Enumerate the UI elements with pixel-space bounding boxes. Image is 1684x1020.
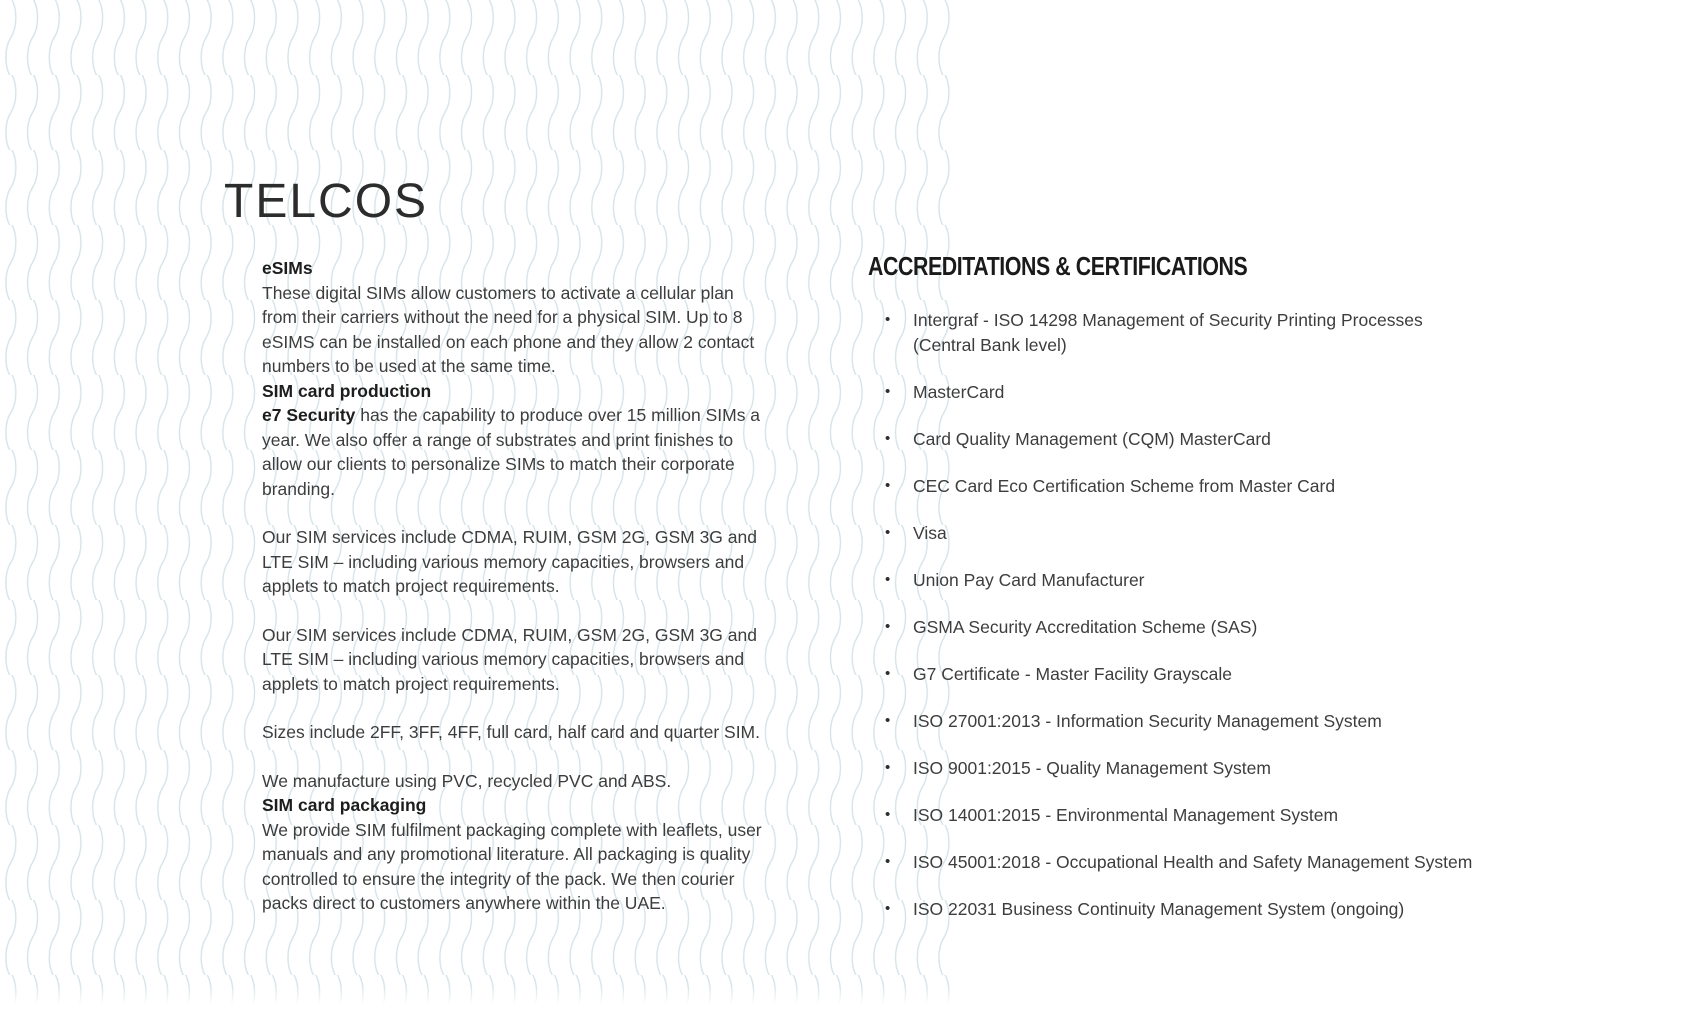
accreditation-item-text: G7 Certificate - Master Facility Grayscale xyxy=(913,663,1232,684)
bullet-icon: • xyxy=(885,758,891,776)
accreditation-item-text: ISO 9001:2015 - Quality Management System xyxy=(913,757,1271,778)
page-title: TELCOS xyxy=(224,175,429,228)
accreditations-list xyxy=(868,308,1488,921)
bullet-icon: • xyxy=(885,899,891,917)
accreditation-item xyxy=(868,615,1488,640)
accreditation-item xyxy=(868,568,1488,593)
accreditation-item xyxy=(868,427,1488,452)
bullet-icon: • xyxy=(885,523,891,541)
paragraph-text: Our SIM services include CDMA, RUIM, GSM 2G, GSM 3G and LTE SIM – including various memory capacities, browsers and applets to match project requirements. xyxy=(262,624,757,694)
accreditation-item xyxy=(868,474,1488,499)
bullet-icon: • xyxy=(885,711,891,729)
bullet-icon: • xyxy=(885,382,891,400)
accreditation-item xyxy=(868,709,1488,734)
paragraph xyxy=(262,281,767,379)
section-heading-sim-card-packaging: SIM card packaging xyxy=(262,795,427,815)
bullet-icon: • xyxy=(885,476,891,494)
section-sim-card-packaging xyxy=(262,793,767,916)
accreditation-item-text: GSMA Security Accreditation Scheme (SAS) xyxy=(913,616,1258,637)
bullet-icon: • xyxy=(885,852,891,870)
paragraph-text: Our SIM services include CDMA, RUIM, GSM 2G, GSM 3G and LTE SIM – including various memory capacities, browsers and applets to match project requirements. xyxy=(262,527,757,596)
accreditation-item xyxy=(868,756,1488,781)
accreditation-item-text: ISO 22031 Business Continuity Management System (ongoing) xyxy=(913,898,1405,919)
accreditation-item xyxy=(868,662,1488,687)
accreditation-item-text: Visa xyxy=(913,522,947,543)
accreditations-column xyxy=(868,253,1488,921)
accreditation-item-text: Card Quality Management (CQM) MasterCard xyxy=(913,428,1271,449)
accreditation-item xyxy=(868,380,1488,405)
accreditation-item-text: ISO 27001:2013 - Information Security Management System xyxy=(913,710,1382,731)
accreditation-item xyxy=(868,308,1488,357)
accreditation-item xyxy=(868,521,1488,546)
bullet-icon: • xyxy=(885,617,891,635)
paragraph xyxy=(262,403,767,501)
paragraph xyxy=(262,720,767,745)
bullet-icon: • xyxy=(885,805,891,823)
accreditation-item xyxy=(868,850,1488,875)
pattern-bottom-fade xyxy=(0,986,958,1008)
section-heading-sim-card-production: SIM card production xyxy=(262,380,432,401)
bullet-icon: • xyxy=(885,664,891,682)
accreditation-item-text: Union Pay Card Manufacturer xyxy=(913,569,1145,590)
paragraph xyxy=(262,525,767,599)
section-esims xyxy=(262,256,767,379)
paragraph xyxy=(262,623,767,697)
accreditation-item-text: MasterCard xyxy=(913,381,1005,402)
paragraph-text: has the capability to produce over 15 million SIMs a year. We also offer a range of substrates and print finishes to allow our clients to personalize SIMs to match their corporate branding. xyxy=(262,405,761,499)
paragraph-text: Sizes include 2FF, 3FF, 4FF, full card, half card and quarter SIM. xyxy=(262,722,760,742)
paragraph-bold-lead: e7 Security xyxy=(262,405,356,425)
accreditation-item xyxy=(868,897,1488,922)
accreditation-item-text: CEC Card Eco Certification Scheme from Master Card xyxy=(913,475,1336,496)
bullet-icon: • xyxy=(885,570,891,588)
accreditations-heading: ACCREDITATIONS & CERTIFICATIONS xyxy=(868,251,1248,281)
section-sim-card-production xyxy=(262,379,767,794)
paragraph-text: These digital SIMs allow customers to activate a cellular plan from their carriers without the need for a physical SIM. Up to 8 eSIMS can be installed on each phone and they allow 2 contact numbers to be used at the same time. xyxy=(262,282,755,376)
section-heading-esims: eSIMs xyxy=(262,258,313,278)
paragraph xyxy=(262,818,767,916)
accreditation-item-text: Intergraf - ISO 14298 Management of Security Printing Processes (Central Bank level) xyxy=(913,310,1423,355)
paragraph-text: We manufacture using PVC, recycled PVC and ABS. xyxy=(262,770,672,791)
bullet-icon: • xyxy=(885,311,891,328)
paragraph-text: We provide SIM fulfilment packaging complete with leaflets, user manuals and any promotional literature. All packaging is quality controlled to ensure the integrity of the pack. We then courier packs direct to customers anywhere within the UAE. xyxy=(262,819,762,913)
bullet-icon: • xyxy=(885,429,891,447)
accreditation-item-text: ISO 45001:2018 - Occupational Health and Safety Management System xyxy=(913,851,1473,872)
left-column xyxy=(262,256,767,916)
accreditation-item-text: ISO 14001:2015 - Environmental Management System xyxy=(913,804,1339,825)
paragraph xyxy=(262,769,767,794)
accreditation-item xyxy=(868,803,1488,828)
